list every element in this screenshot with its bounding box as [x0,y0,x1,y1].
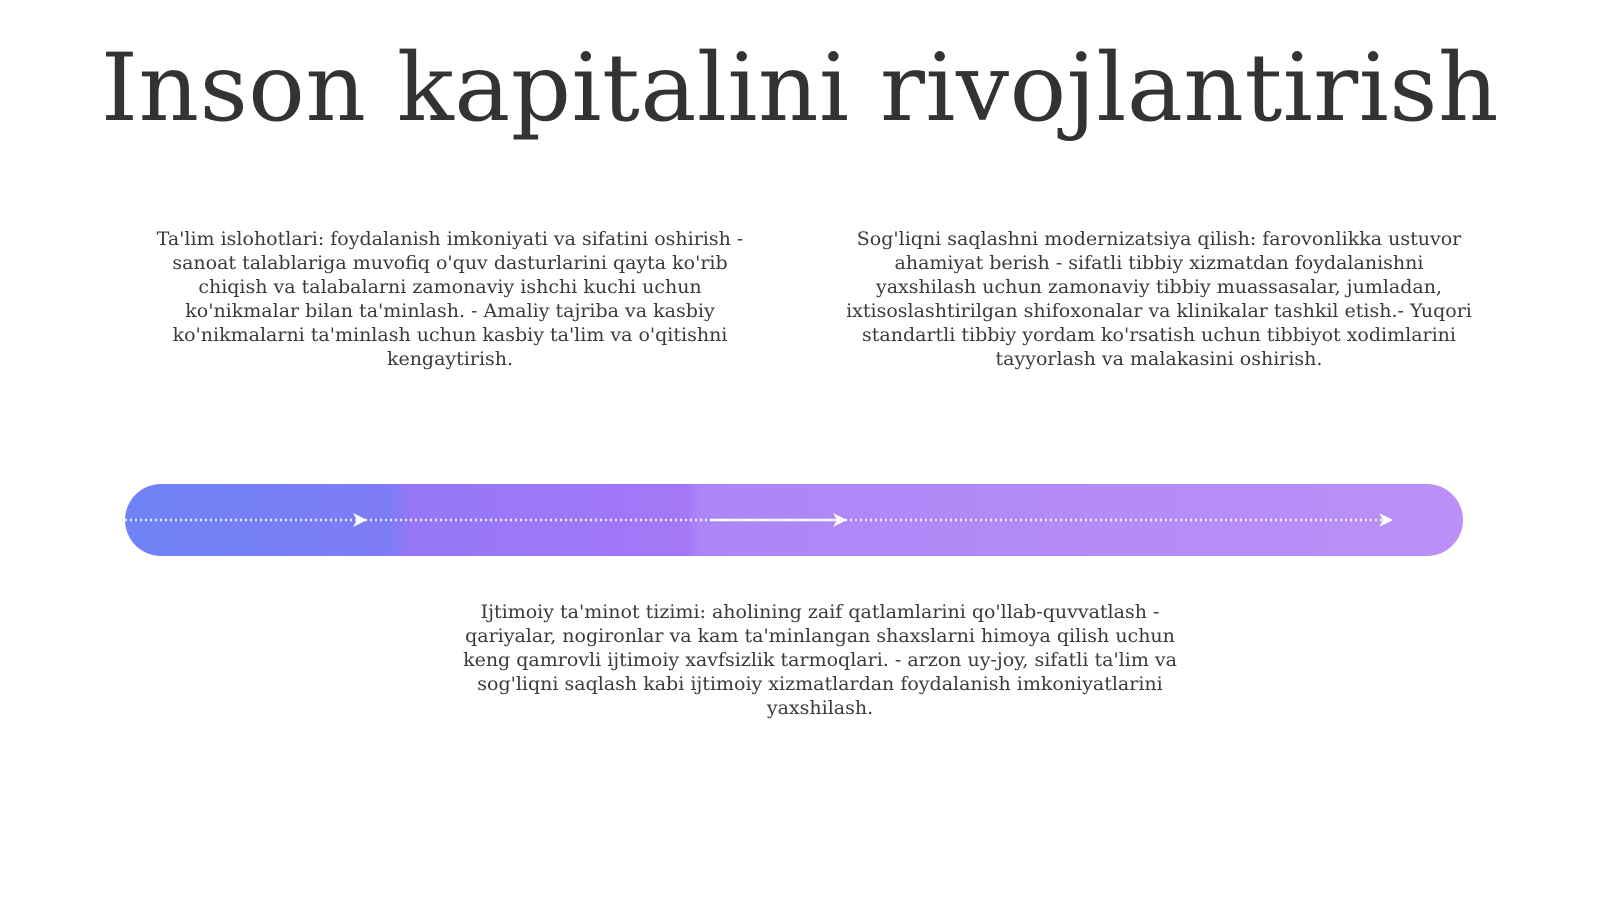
healthcare-modernization-text: Sog'liqni saqlashni modernizatsiya qilish: farovonlikka ustuvor ahamiyat berish - sifatli tibbiy xizmatdan foydalanishni yaxshilash uchun zamonaviy tibbiy muassasalar, jumladan, ixtisoslashtirilgan shifoxonalar va klinikalar tashkil etish.- Yuqori standartli tibbiy yordam ko'rsatish uchun tibbiyot xodimlarini tayyorlash va malakasini oshirish. [846,228,1472,370]
slide-title: Inson kapitalini rivojlantirish [100,34,1500,143]
social-security-text: Ijtimoiy ta'minot tizimi: aholining zaif qatlamlarini qo'llab-quvvatlash - qariyalar, nogironlar va kam ta'minlangan shaxslarni himoya qilish uchun keng qamrovli ijtimoiy xavfsizlik tarmoqlari. - arzon uy-joy, sifatli ta'lim va sog'liqni saqlash kabi ijtimoiy xizmatlardan foydalanish imkoniyatlarini yaxshilash. [463,601,1177,719]
education-reform-text: Ta'lim islohotlari: foydalanish imkoniyati va sifatini oshirish - sanoat talablariga muvofiq o'quv dasturlarini qayta ko'rib chiqish va talabalarni zamonaviy ishchi kuchi uchun ko'nikmalar bilan ta'minlash. - Amaliy tajriba va kasbiy ko'nikmalarni ta'minlash uchun kasbiy ta'lim va o'qitishni kengaytirish. [156,228,744,370]
timeline-bar [125,484,1463,556]
timeline-graphic [125,484,1463,556]
